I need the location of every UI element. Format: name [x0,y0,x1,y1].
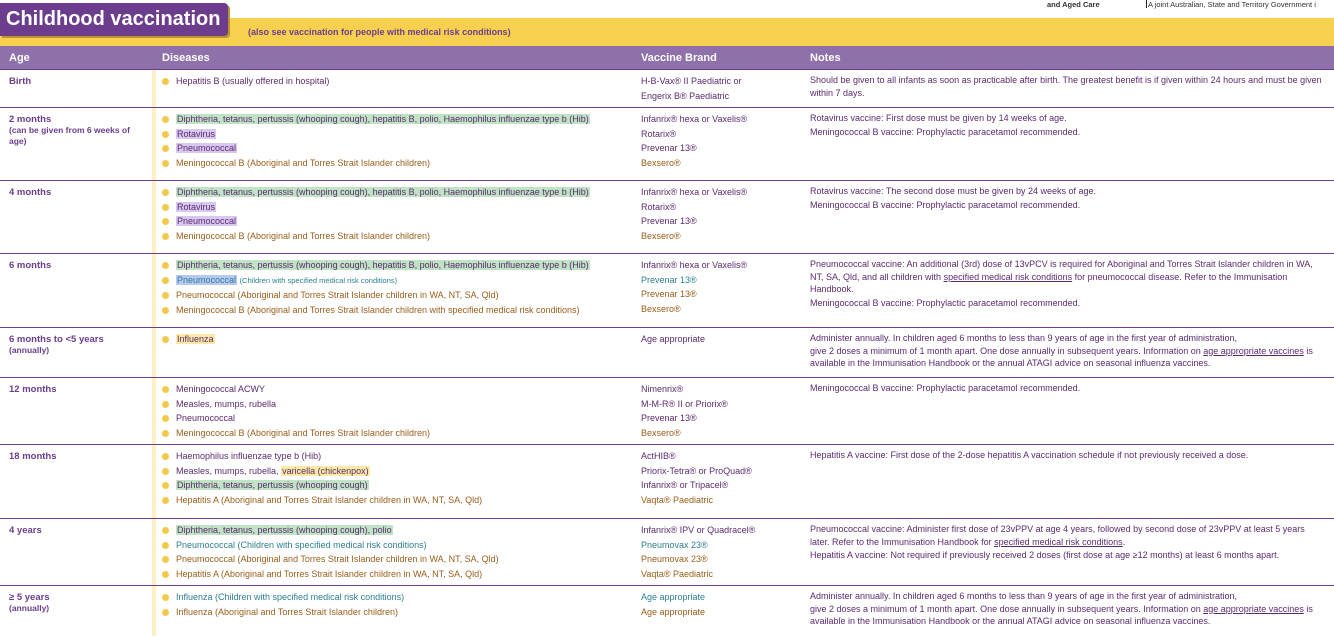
disease-item [162,141,632,156]
note-text: Hepatitis A vaccine: Not required if previously received 2 doses (first dose at age ≥12 months) at least 6 months apart. [810,550,1280,560]
disease-item [162,273,632,289]
disease-text: Pneumococcal [177,216,237,227]
disease-item: Influenza (Aboriginal and Torres Strait Islander children) [162,605,632,620]
brand-item: Prevenar 13® [641,274,697,285]
brand-item: Infanrix® or Tripacel® [641,480,729,491]
row-diseases [162,590,632,619]
brand-item: Bexsero® [641,427,681,438]
note-paragraph [810,345,1325,370]
brand-item: H-B-Vax® II Paediatric or [641,76,742,86]
brand-item: Age appropriate [641,606,706,617]
row-diseases [162,523,632,581]
disease-item [162,214,632,229]
header-age: Age [9,52,30,64]
disease-item [162,332,632,347]
age-label: 2 months [9,114,52,125]
note-text: give 2 doses a minimum of 1 month apart. One dose annually in subsequent years. Information on [810,603,1201,614]
brand-item: Nimenrix® [641,384,684,394]
specified-medical-risk-link[interactable]: specified medical risk conditions [943,271,1073,282]
disease-item: Hepatitis B (usually offered in hospital) [162,74,632,89]
disease-item [162,185,632,200]
note-text: Meningococcal B vaccine: Prophylactic paracetamol recommended. [810,383,1081,393]
disease-item [162,523,632,538]
disease-item: Hepatitis A (Aboriginal and Torres Strait Islander children in WA, NT, SA, Qld) [162,493,632,508]
row-diseases [162,449,632,507]
brand-item: Prevenar 13® [641,289,697,300]
disease-item: Measles, mumps, rubella [162,397,632,412]
row-notes [810,590,1325,628]
row-brands [641,74,801,103]
table-row-4-months [0,180,1334,254]
note-text: Rotavirus vaccine: The second dose must be given by 24 weeks of age. [810,186,1096,196]
row-notes [810,382,1325,396]
row-notes [810,523,1325,563]
brand-item: Pneumovax 23® [641,554,708,565]
row-age [9,260,149,271]
row-notes [810,449,1325,463]
age-sublabel: (annually) [9,345,50,355]
row-brands [641,332,801,347]
disease-item: Meningococcal ACWY [162,382,632,397]
age-label: 12 months [9,384,57,395]
disease-text: Pneumococcal [177,143,237,154]
row-notes [810,112,1325,139]
table-row-18-months [0,444,1334,519]
disease-item: Pneumococcal (Aboriginal and Torres Strait Islander children in WA, NT, SA, Qld) [162,552,632,567]
disease-item: Hepatitis A (Aboriginal and Torres Strait Islander children in WA, NT, SA, Qld) [162,567,632,582]
note-text: Meningococcal B vaccine: Prophylactic paracetamol recommended. [810,297,1081,308]
row-notes [810,258,1325,310]
specified-medical-risk-link[interactable]: specified medical risk conditions [994,536,1123,547]
gov-divider [1146,0,1147,8]
brand-item: Infanrix® hexa or Vaxelis® [641,260,748,270]
disease-item: Meningococcal B (Aboriginal and Torres Strait Islander children) [162,229,632,244]
disease-item: Influenza (Children with specified medical risk conditions) [162,590,632,605]
disease-text: Diphtheria, tetanus, pertussis (whooping cough), hepatitis B, polio, Haemophilus influenzae type b (Hib) [177,187,589,197]
brand-item: Prevenar 13® [641,143,697,154]
note-text: Rotavirus vaccine: First dose must be given by 14 weeks of age. [810,113,1067,123]
age-label: 6 months to <5 years [9,334,104,345]
disease-text: Measles, mumps, rubella, [176,465,279,476]
disease-item: Pneumococcal (Aboriginal and Torres Strait Islander children in WA, NT, SA, Qld) [162,288,632,303]
table-row-4-years [0,518,1334,586]
brand-item: Prevenar 13® [641,216,697,227]
note-paragraph [810,523,1325,548]
disease-item [162,478,632,493]
brand-item: Bexsero® [641,303,681,314]
row-age [9,114,149,147]
table-row-2-months [0,107,1334,181]
gov-text-right: A joint Australian, State and Territory Government i [1148,0,1316,9]
page-subtitle: (also see vaccination for people with medical risk conditions) [248,27,511,37]
row-diseases [162,332,632,347]
row-diseases [162,382,632,440]
header-notes: Notes [810,52,841,64]
header-diseases: Diseases [162,52,210,64]
disease-qualifier: (Children with specified medical risk conditions) [239,275,398,285]
row-notes [810,74,1325,100]
header-vaccine-brand: Vaccine Brand [641,52,717,64]
row-notes [810,185,1325,212]
row-age [9,76,149,87]
brand-item: Vaqta® Paediatric [641,494,714,505]
table-header [0,46,1334,69]
brand-item: Infanrix® hexa or Vaxelis® [641,187,748,197]
row-diseases [162,185,632,243]
note-text: is available in the Immunisation Handbook or the annual ATAGI advice on seasonal influenza vaccines. [810,345,1313,368]
note-paragraph [810,258,1325,296]
note-text: give 2 doses a minimum of 1 month apart. One dose annually in subsequent years. Information on [810,345,1201,356]
age-appropriate-vaccines-link[interactable]: age appropriate vaccines [1203,603,1304,614]
age-appropriate-vaccines-link[interactable]: age appropriate vaccines [1203,345,1304,356]
row-age [9,592,149,614]
disease-item: Haemophilus influenzae type b (Hib) [162,449,632,464]
brand-item: Prevenar 13® [641,413,697,424]
note-text: Should be given to all infants as soon as practicable after birth. The greatest benefit is if given within 24 hours and must be given within 7 days. [810,75,1322,98]
note-paragraph [810,603,1325,628]
row-diseases [162,112,632,170]
table-row-6-months [0,253,1334,328]
table-row-6-months-to-5-years [0,327,1334,378]
brand-item: M-M-R® II or Priorix® [641,398,728,409]
page-title: Childhood vaccination [0,3,228,36]
disease-item: Meningococcal B (Aboriginal and Torres Strait Islander children) [162,156,632,171]
note-text: Meningococcal B vaccine: Prophylactic paracetamol recommended. [810,126,1081,137]
table-row-5-years-plus [0,585,1334,637]
age-sublabel: (can be given from 6 weeks of age) [9,125,130,146]
disease-text: varicella (chickenpox) [282,465,369,476]
brand-item: Age appropriate [641,334,706,344]
note-text: Administer annually. In children aged 6 months to less than 9 years of age in the first year of administration, [810,591,1238,601]
row-brands [641,382,801,440]
row-brands [641,449,801,507]
disease-item [162,258,632,273]
disease-item [162,200,632,215]
row-brands [641,590,801,619]
disease-item [162,112,632,127]
row-brands [641,185,801,243]
note-text: Meningococcal B vaccine: Prophylactic paracetamol recommended. [810,199,1081,210]
brand-item: Age appropriate [641,592,706,602]
disease-item: Pneumococcal (Children with specified medical risk conditions) [162,538,632,553]
disease-text: Pneumococcal [177,274,237,285]
row-age [9,187,149,198]
note-text: for pneumococcal disease. Refer to the Immunisation Handbook. [810,271,1288,294]
disease-item [162,464,632,479]
age-label: 18 months [9,451,57,462]
table-row-12-months [0,377,1334,445]
brand-item: Infanrix® hexa or Vaxelis® [641,114,748,124]
row-diseases [162,74,632,89]
row-age [9,334,149,356]
brand-item: Bexsero® [641,157,681,168]
disease-text: Rotavirus [177,128,216,139]
disease-text: Influenza [177,334,214,344]
note-text: Hepatitis A vaccine: First dose of the 2-dose hepatitis A vaccination schedule if not previously received a dose. [810,450,1249,460]
disease-text: Diphtheria, tetanus, pertussis (whooping cough), hepatitis B, polio, Haemophilus influenzae type b (Hib) [177,114,589,124]
disease-item: Pneumococcal [162,411,632,426]
age-sublabel: (annually) [9,603,50,613]
row-brands [641,112,801,170]
row-age [9,525,149,536]
brand-item: Engerix B® Paediatric [641,90,730,101]
row-age [9,384,149,395]
row-diseases [162,258,632,317]
disease-text: Rotavirus [177,201,216,212]
row-brands [641,523,801,581]
gov-text-left: and Aged Care [1047,0,1100,9]
disease-text: Diphtheria, tetanus, pertussis (whooping cough), hepatitis B, polio, Haemophilus influenzae type b (Hib) [177,260,589,270]
brand-item: Rotarix® [641,201,677,212]
brand-item: Priorix-Tetra® or ProQuad® [641,465,752,476]
note-text: Administer annually. In children aged 6 months to less than 9 years of age in the first year of administration, [810,333,1238,343]
brand-item: ActHIB® [641,451,676,461]
note-text: Pneumococcal vaccine: Administer first dose of 23vPPV at age 4 years, followed by second dose of 23vPPV at least 5 years later. Refer to the Immunisation Handbook for [810,524,1305,547]
brand-item: Rotarix® [641,128,677,139]
age-label: ≥ 5 years [9,592,50,603]
disease-item: Meningococcal B (Aboriginal and Torres Strait Islander children) [162,426,632,441]
disease-text: Diphtheria, tetanus, pertussis (whooping cough) [177,480,368,491]
disease-item [162,127,632,142]
note-text: is available in the Immunisation Handbook or the annual ATAGI advice on seasonal influenza vaccines. [810,603,1313,626]
brand-item: Infanrix® IPV or Quadracel® [641,525,756,535]
brand-item: Vaqta® Paediatric [641,568,714,579]
age-label: 4 years [9,525,42,536]
disease-item: Meningococcal B (Aboriginal and Torres Strait Islander children with specified medical risk conditions) [162,303,632,318]
row-notes [810,332,1325,370]
disease-text: Diphtheria, tetanus, pertussis (whooping cough), polio [177,525,392,535]
note-text: Pneumococcal vaccine: An additional (3rd) dose of 13vPCV is required for Aboriginal and Torres Strait Islander children in WA, NT, SA, Qld, and all children with [810,259,1313,282]
brand-item: Bexsero® [641,230,681,241]
age-label: 4 months [9,187,52,198]
row-age [9,451,149,462]
row-brands [641,258,801,316]
note-text: . [1122,536,1126,547]
age-label: Birth [9,76,32,87]
table-row-birth [0,69,1334,108]
age-label: 6 months [9,260,52,271]
brand-item: Pneumovax 23® [641,539,708,550]
